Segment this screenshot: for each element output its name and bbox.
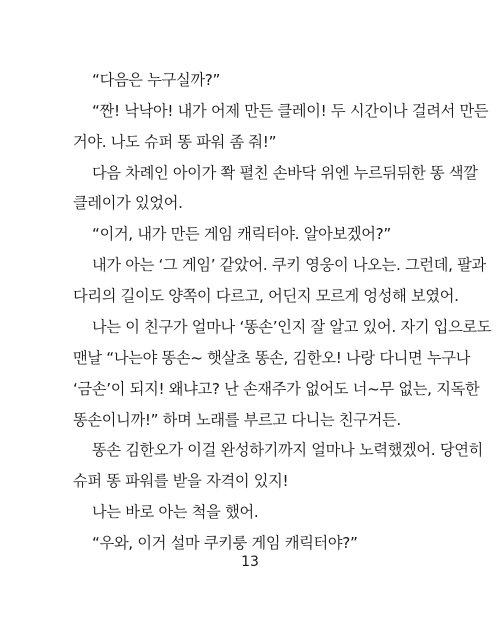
paragraph-line: 다리의 길이도 양쪽이 다르고, 어딘지 모르게 엉성해 보였어.	[73, 287, 459, 305]
paragraph-line: 슈퍼 똥 파워를 받을 자격이 있지!	[73, 472, 289, 490]
paragraph-line: 클레이가 있었어.	[73, 194, 183, 212]
paragraph-line: “이거, 내가 만든 게임 캐릭터야. 알아보겠어?”	[92, 225, 391, 243]
paragraph-line: ‘금손’이 되지! 왜냐고? 난 손재주가 없어도 너~무 없는, 지독한	[73, 380, 480, 398]
paragraph-line: 내가 아는 ‘그 게임’ 같았어. 쿠키 영웅이 나오는. 그런데, 팔과	[92, 256, 486, 274]
paragraph-line: 똥손이니까!” 하며 노래를 부르고 다니는 친구거든.	[73, 411, 401, 429]
paragraph-line: “짠! 낙낙아! 내가 어제 만든 클레이! 두 시간이나 걸려서 만든	[92, 102, 489, 120]
paragraph-line: 나는 이 친구가 얼마나 ‘똥손’인지 잘 알고 있어. 자기 입으로도	[92, 318, 492, 336]
paragraph-line: 다음 차례인 아이가 쫙 펼친 손바닥 위엔 누르뒤뒤한 똥 색깔	[92, 164, 478, 182]
paragraph-line: 맨날 “나는야 똥손~ 햇살초 똥손, 김한오! 나랑 다니면 누구나	[73, 349, 471, 367]
paragraph-line: 거야. 나도 슈퍼 똥 파워 좀 줘!”	[73, 133, 277, 151]
paragraph-line: 나는 바로 아는 척을 했어.	[92, 503, 259, 521]
paragraph-line: “우와, 이거 설마 쿠키룽 게임 캐릭터야?”	[92, 534, 358, 552]
paragraph-line: “다음은 누구실까?”	[92, 71, 221, 89]
page-number: 13	[241, 554, 259, 570]
paragraph-line: 똥손 김한오가 이걸 완성하기까지 얼마나 노력했겠어. 당연히	[92, 441, 483, 459]
